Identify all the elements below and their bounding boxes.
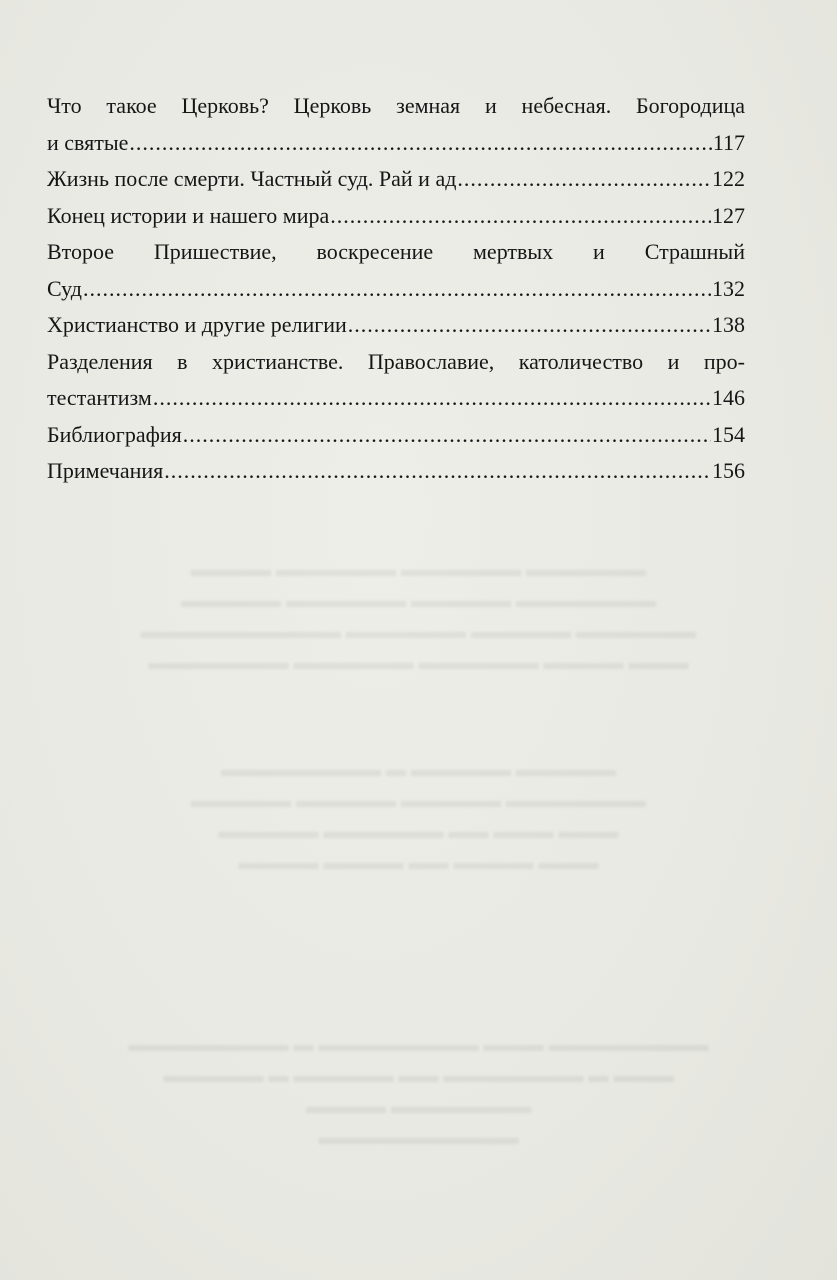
dot-leader: [330, 198, 711, 235]
dot-leader: [183, 417, 711, 454]
toc-entry-line: [47, 161, 745, 198]
toc-entry-line: [47, 271, 745, 308]
dot-leader: [83, 271, 711, 308]
toc-entry-afterlife[interactable]: [47, 161, 745, 198]
toc-entry-title: Библиография: [47, 421, 182, 447]
dot-leader: [153, 380, 711, 417]
toc-entry-other-religions[interactable]: [47, 307, 745, 344]
dot-leader: [348, 307, 711, 344]
toc-entry-title: Примечания: [47, 458, 164, 483]
dot-leader: [129, 125, 711, 162]
page-number: 132: [712, 275, 745, 301]
page-number: 117: [712, 129, 745, 155]
toc-entry-line: [47, 307, 745, 344]
toc-entry-heading: Разделения в христианстве. Православие, католичество и про-: [47, 348, 745, 374]
toc-entry-heading: Что такое Церковь? Церковь земная и небесная. Богородица: [47, 93, 745, 118]
toc-entry-end-of-history[interactable]: [47, 198, 745, 235]
toc-entry-title: Христианство и другие религии: [47, 312, 347, 337]
toc-entry-church[interactable]: [47, 88, 745, 161]
toc-entry-title: Суд: [47, 275, 82, 301]
table-of-contents: [47, 88, 745, 490]
toc-entry-notes[interactable]: [47, 453, 745, 490]
toc-entry-line: [47, 417, 745, 454]
toc-entry-divisions[interactable]: [47, 344, 745, 417]
page-number: 146: [712, 385, 745, 410]
bleed-through-text-printer: ▬▬▬▬▬▬▬▬ ▬ ▬▬▬▬▬▬▬▬ ▬▬▬ ▬▬▬▬▬▬▬▬ ▬▬▬▬▬ ▬ ▬▬▬▬▬ ▬▬ ▬▬▬▬▬▬▬ ▬ ▬▬▬ ▬▬▬▬ ▬▬▬▬▬▬▬ ▬▬▬▬▬▬▬▬▬▬: [128, 1034, 709, 1149]
toc-entry-second-coming[interactable]: [47, 234, 745, 307]
toc-entry-title: Жизнь после смерти. Частный суд. Рай и ад: [47, 166, 457, 191]
toc-entry-heading: Второе Пришествие, воскресение мертвых и Страшный: [47, 239, 745, 264]
page-number: 156: [712, 458, 745, 483]
bleed-through-text-imprint: ▬▬▬▬▬▬▬▬ ▬ ▬▬▬▬▬ ▬▬▬▬▬ ▬▬▬▬▬ ▬▬▬▬▬ ▬▬▬▬▬ ▬▬▬▬▬▬▬ ▬▬▬▬▬ ▬▬▬▬▬▬ ▬▬ ▬▬▬ ▬▬▬ ▬▬▬▬ ▬▬▬▬ ▬▬ ▬▬▬▬ ▬▬▬: [191, 759, 646, 874]
toc-entry-line: [47, 453, 745, 490]
toc-entry-line: [47, 125, 745, 162]
dot-leader: [457, 161, 711, 198]
toc-entry-line: [47, 380, 745, 417]
page-number: 138: [712, 312, 745, 337]
toc-entry-bibliography[interactable]: [47, 417, 745, 454]
toc-entry-title: Конец истории и нашего мира: [47, 202, 330, 228]
toc-entry-title: и святые: [47, 129, 129, 155]
toc-entry-title: тестантизм: [47, 385, 152, 410]
bleed-through-text-credits: ▬▬▬▬ ▬▬▬▬▬▬ ▬▬▬▬▬▬ ▬▬▬▬▬▬ ▬▬▬▬▬ ▬▬▬▬▬▬ ▬▬▬▬▬ ▬▬▬▬▬▬▬ ▬▬▬▬▬▬▬▬▬▬ ▬▬▬▬▬▬ ▬▬▬▬▬ ▬▬▬▬▬▬ ▬▬▬▬▬▬▬ ▬▬▬▬▬▬ ▬▬▬▬▬▬ ▬▬▬▬ ▬▬▬: [141, 559, 696, 674]
dot-leader: [164, 453, 711, 490]
page-number: 154: [712, 421, 745, 447]
page-number: 122: [712, 166, 745, 191]
toc-entry-line: [47, 198, 745, 235]
page-number: 127: [712, 202, 745, 228]
